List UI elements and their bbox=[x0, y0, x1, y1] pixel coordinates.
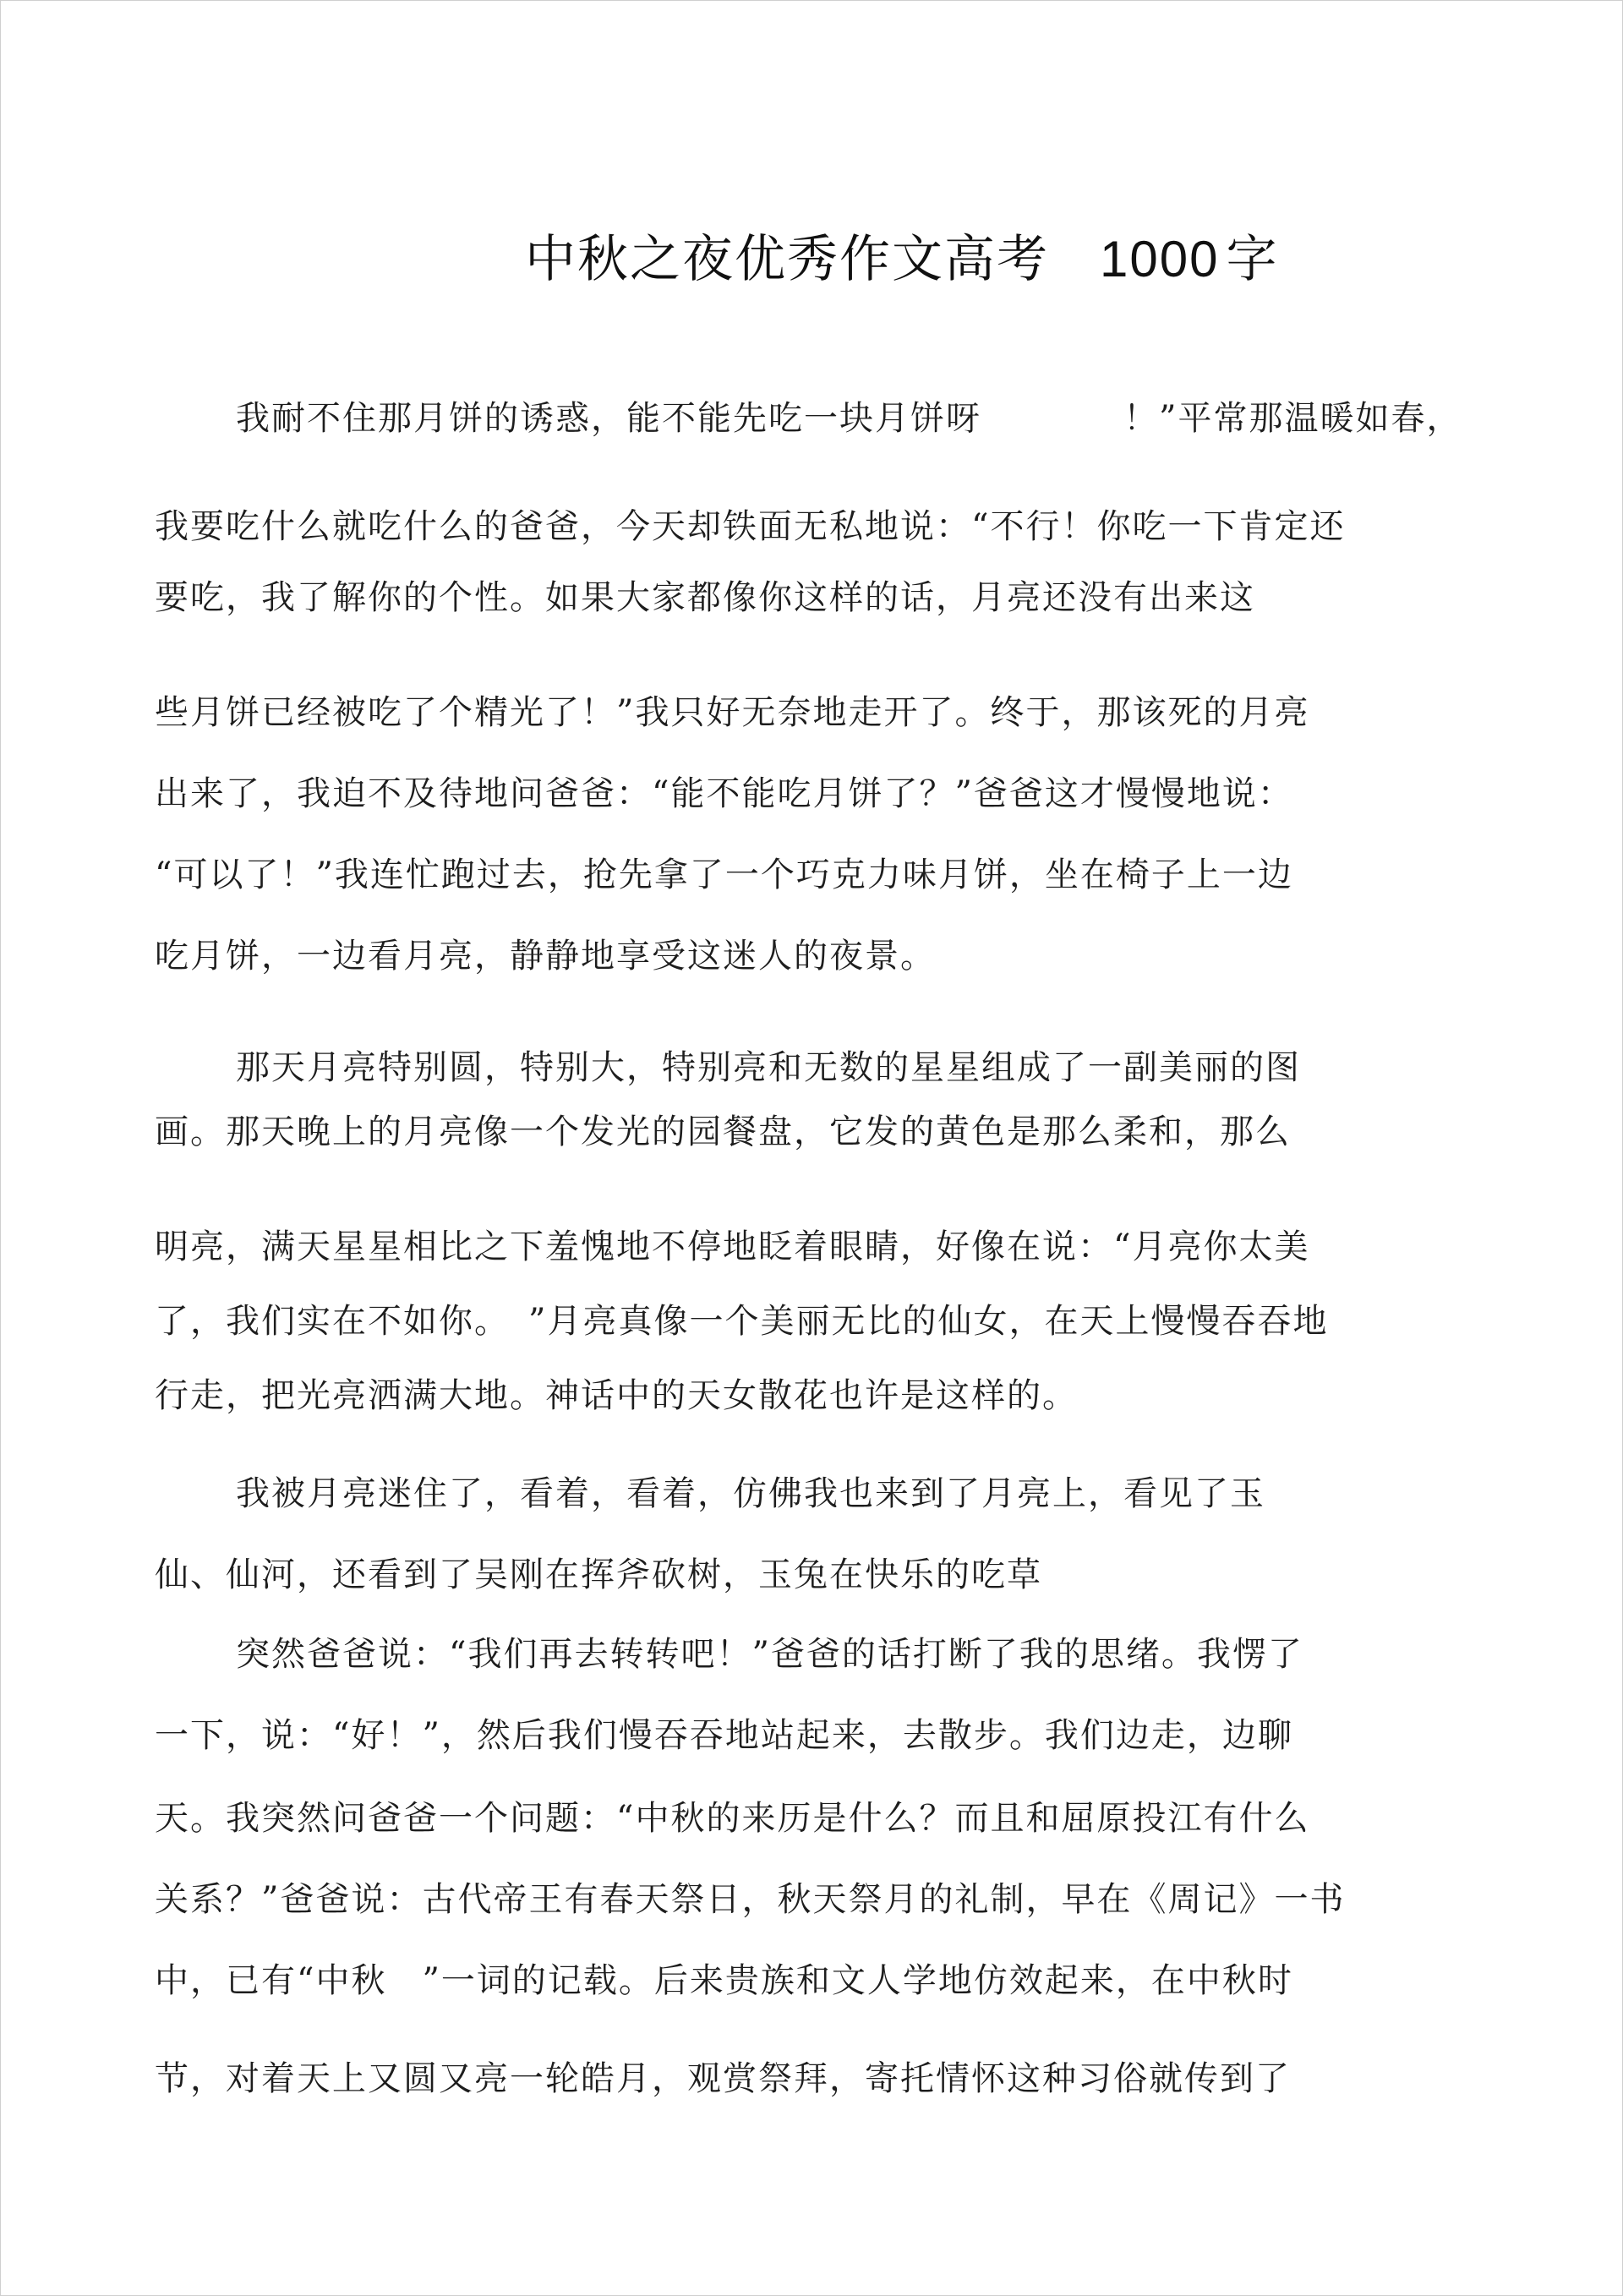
paragraph-line: 关系？”爸爸说：古代帝王有春天祭日，秋天祭月的礼制，早在《周记》一书 bbox=[155, 1880, 1346, 1919]
paragraph-line: 那天月亮特别圆，特别大，特别亮和无数的星星组成了一副美丽的图 bbox=[236, 1048, 1301, 1087]
title-suffix: 字 bbox=[1226, 230, 1279, 289]
paragraph-line: 我耐不住那月饼的诱惑，能不能先吃一块月饼呀 ！”平常那温暖如春， bbox=[236, 399, 1462, 438]
paragraph-line: 我被月亮迷住了，看着，看着，仿佛我也来到了月亮上，看见了玉 bbox=[236, 1474, 1265, 1513]
paragraph-line: 了，我们实在不如你。 ”月亮真像一个美丽无比的仙女，在天上慢慢吞吞地 bbox=[155, 1302, 1329, 1341]
paragraph-line: 吃月饼，一边看月亮，静静地享受这迷人的夜景。 bbox=[155, 937, 936, 976]
paragraph-line: “可以了！”我连忙跑过去，抢先拿了一个巧克力味月饼，坐在椅子上一边 bbox=[155, 856, 1293, 894]
paragraph-line: 些月饼已经被吃了个精光了！”我只好无奈地走开了。终于，那该死的月亮 bbox=[155, 693, 1310, 732]
paragraph-line: 我要吃什么就吃什么的爸爸，今天却铁面无私地说：“不行！你吃一下肯定还 bbox=[155, 507, 1346, 546]
paragraph-line: 突然爸爸说：“我们再去转转吧！”爸爸的话打断了我的思绪。我愣了 bbox=[236, 1635, 1303, 1674]
document-title bbox=[525, 219, 1278, 292]
paragraph-line: 天。我突然问爸爸一个问题：“中秋的来历是什么？而且和屈原投江有什么 bbox=[155, 1799, 1310, 1838]
paragraph-line: 行走，把光亮洒满大地。神话中的天女散花也许是这样的。 bbox=[155, 1376, 1078, 1415]
paragraph-line: 仙、仙河，还看到了吴刚在挥斧砍树，玉兔在快乐的吃草 bbox=[155, 1555, 1042, 1594]
paragraph-line: 出来了，我迫不及待地问爸爸：“能不能吃月饼了？”爸爸这才慢慢地说： bbox=[155, 774, 1293, 813]
paragraph-line: 一下，说：“好！”，然后我们慢吞吞地站起来，去散步。我们边走，边聊 bbox=[155, 1716, 1293, 1755]
paragraph-line: 要吃，我了解你的个性。如果大家都像你这样的话，月亮还没有出来这 bbox=[155, 578, 1255, 617]
paragraph-line: 明亮，满天星星相比之下羞愧地不停地眨着眼睛，好像在说：“月亮你太美 bbox=[155, 1227, 1310, 1266]
title-text: 中秋之夜优秀作文高考 bbox=[525, 230, 1049, 289]
paragraph-line: 节，对着天上又圆又亮一轮皓月，观赏祭拜，寄托情怀这种习俗就传到了 bbox=[155, 2059, 1291, 2098]
title-number: 1000 bbox=[1100, 231, 1220, 287]
paragraph-line: 画。那天晚上的月亮像一个发光的园餐盘，它发的黄色是那么柔和，那么 bbox=[155, 1112, 1291, 1151]
paragraph-line: 中，已有“中秋 ”一词的记载。后来贵族和文人学地仿效起来，在中秋时 bbox=[155, 1961, 1293, 2000]
